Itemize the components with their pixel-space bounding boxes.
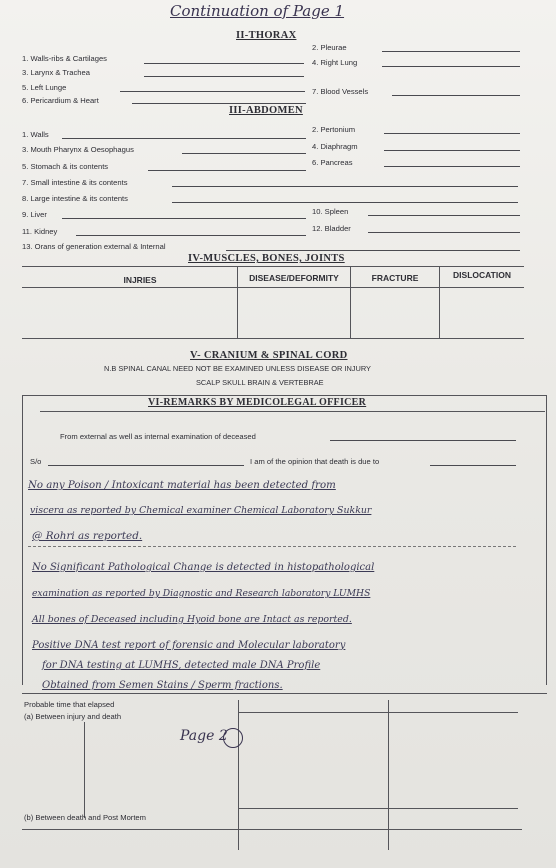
abdomen-heading: III-ABDOMEN <box>229 105 303 116</box>
continuation-note: Continuation of Page 1 <box>170 2 345 20</box>
page-number-note: Page 2 <box>180 728 228 744</box>
remark-line-4: No Significant Pathological Change is detected in histopathological <box>32 562 375 573</box>
remark-line-5: examination as reported by Diagnostic and Research laboratory LUMHS <box>32 588 371 599</box>
so-label: S/o <box>30 457 42 466</box>
abdomen-item: 9. Liver <box>22 210 47 219</box>
cranium-note: N.B SPINAL CANAL NEED NOT BE EXAMINED UNLESS DISEASE OR INJURY <box>104 364 371 373</box>
remark-line-1: No any Poison / Intoxicant material has been detected from <box>28 480 336 491</box>
thorax-item: 7. Blood Vessels <box>312 87 369 96</box>
abdomen-item: 3. Mouth Pharynx & Oesophagus <box>22 145 134 154</box>
thorax-item: 2. Pleurae <box>312 43 347 52</box>
abdomen-item: 5. Stomach & its contents <box>22 162 109 171</box>
thorax-heading: II-THORAX <box>236 30 297 41</box>
abdomen-item: 6. Pancreas <box>312 158 353 167</box>
elapsed-b: (b) Between death and Post Mortem <box>24 813 146 822</box>
abdomen-item: 7. Small intestine & its contents <box>22 178 128 187</box>
abdomen-item: 12. Bladder <box>312 224 351 233</box>
opinion-label: I am of the opinion that death is due to <box>250 457 380 466</box>
remarks-line: From external as well as internal examination of deceased <box>60 432 256 441</box>
abdomen-item: 1. Walls <box>22 130 49 139</box>
muscles-heading: IV-MUSCLES, BONES, JOINTS <box>188 253 345 264</box>
elapsed-a: (a) Between injury and death <box>24 712 122 721</box>
cranium-heading: V- CRANIUM & SPINAL CORD <box>190 350 348 361</box>
remark-line-9: Obtained from Semen Stains / Sperm fractions. <box>42 680 283 691</box>
abdomen-item: 10. Spleen <box>312 207 349 216</box>
elapsed-title: Probable time that elapsed <box>24 700 115 709</box>
col-dislocation: DISLOCATION <box>453 270 511 280</box>
thorax-item: 1. Walls-ribs & Cartilages <box>22 54 107 63</box>
thorax-item: 5. Left Lunge <box>22 83 67 92</box>
abdomen-item: 4. Diaphragm <box>312 142 358 151</box>
remarks-heading: VI-REMARKS BY MEDICOLEGAL OFFICER <box>148 397 367 408</box>
col-injuries: INJRIES <box>123 275 157 285</box>
abdomen-item: 8. Large intestine & its contents <box>22 194 128 203</box>
remark-line-8: for DNA testing at LUMHS, detected male DNA Profile <box>42 660 321 671</box>
abdomen-item: 13. Orans of generation external & Internal <box>22 242 166 251</box>
remark-line-6: All bones of Deceased including Hyoid bone are Intact as reported. <box>32 614 352 625</box>
thorax-item: 3. Larynx & Trachea <box>22 68 90 77</box>
page-circle-icon <box>223 728 243 748</box>
cranium-note-2: SCALP SKULL BRAIN & VERTEBRAE <box>196 378 324 387</box>
remark-line-7: Positive DNA test report of forensic and Molecular laboratory <box>32 640 346 651</box>
col-disease: DISEASE/DEFORMITY <box>249 273 339 283</box>
thorax-item: 6. Pericardium & Heart <box>22 96 99 105</box>
abdomen-item: 11. Kidney <box>22 227 58 236</box>
abdomen-item: 2. Pertonium <box>312 125 356 134</box>
col-fracture: FRACTURE <box>371 273 419 283</box>
remark-line-2: viscera as reported by Chemical examiner Chemical Laboratory Sukkur <box>30 505 372 516</box>
remark-line-3: @ Rohri as reported. <box>32 530 143 542</box>
thorax-item: 4. Right Lung <box>312 58 358 67</box>
